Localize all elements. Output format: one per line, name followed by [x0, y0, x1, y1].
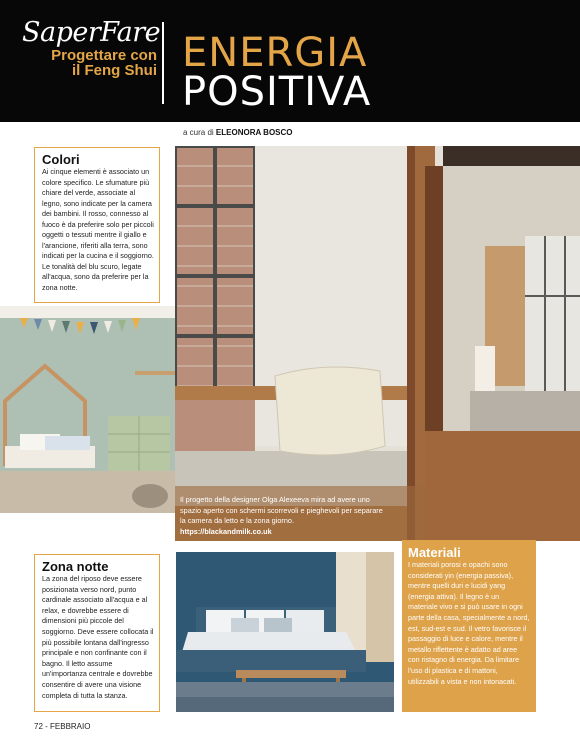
brand-subtitle-line2: il Feng Shui — [72, 62, 157, 79]
article-title — [182, 30, 372, 115]
credit-author: ELEONORA BOSCO — [215, 128, 293, 137]
colori-box — [34, 147, 160, 303]
caption-url: https://blackandmilk.co.uk — [180, 526, 272, 536]
kids-room-photo — [0, 306, 175, 513]
title-line-2: POSITIVA — [182, 69, 372, 115]
header-banner — [0, 0, 580, 122]
caption-text: Il progetto della designer Olga Alexeeva mira ad avere uno spazio aperto con schermi scorrevoli e pieghevoli per separare la camera da letto e la zona giorno. — [180, 495, 383, 525]
living-room-photo — [175, 146, 580, 541]
bedroom-photo — [176, 552, 394, 712]
brand-subtitle-line1: Progettare con — [51, 47, 157, 64]
credit-prefix: a cura di — [183, 128, 214, 137]
header-divider — [162, 22, 164, 104]
materiali-box — [402, 540, 536, 712]
zona-notte-box — [34, 554, 160, 712]
colori-title: Colori — [42, 152, 80, 167]
colori-text: Ai cinque elementi è associato un colore specifico. Le sfumature più chiare del verde, associate al legno, sono indicate per la camera dei bambini. Il rosso, connesso al fuoco è da preferire solo per piccoli oggetti o tessuti mentre il giallo e l'arancione, riferiti alla terra, sono indicati per la cucina e il soggiorno. Le tonalità del blu scuro, legate all'acqua, sono da preferire per la zona notte. — [42, 167, 154, 292]
zona-notte-title: Zona notte — [42, 559, 109, 574]
title-line-1: ENERGIA — [182, 30, 368, 76]
brand-script-logo: SaperFare — [22, 17, 161, 48]
section-brand — [22, 17, 161, 79]
zona-notte-text: La zona del riposo deve essere posizionata verso nord, punto cardinale associato all'acqua e al relax, e dovrebbe essere di dimensioni più piccole del soggiorno. Deve essere collocata il più possibile lontana dall'ingresso principale e non confinante con il bagno. Il letto assume un'importanza centrale e dovrebbe consentire di avere una visione completa di tutta la stanza. — [42, 574, 154, 700]
author-credit — [183, 128, 293, 137]
materiali-title: Materiali — [408, 545, 461, 560]
materiali-text: I materiali porosi e opachi sono considerati yin (energia passiva), mentre quelli duri e lucidi yang (energia attiva). Il legno è un materiale vivo e si può usare in ogni parte della casa, specialmente a nord, est, sud-est e sud. Il vetro favorisce il passaggio di luce e calore, mentre il metallo riflettente è adatto ad aree con ristagno di energia. Da limitare l'uso di plastica e di mattoni, utilizzabili a vista e non intonacati. — [408, 560, 530, 686]
photo-caption — [180, 495, 385, 537]
page-footer: 72 - FEBBRAIO — [34, 722, 91, 731]
